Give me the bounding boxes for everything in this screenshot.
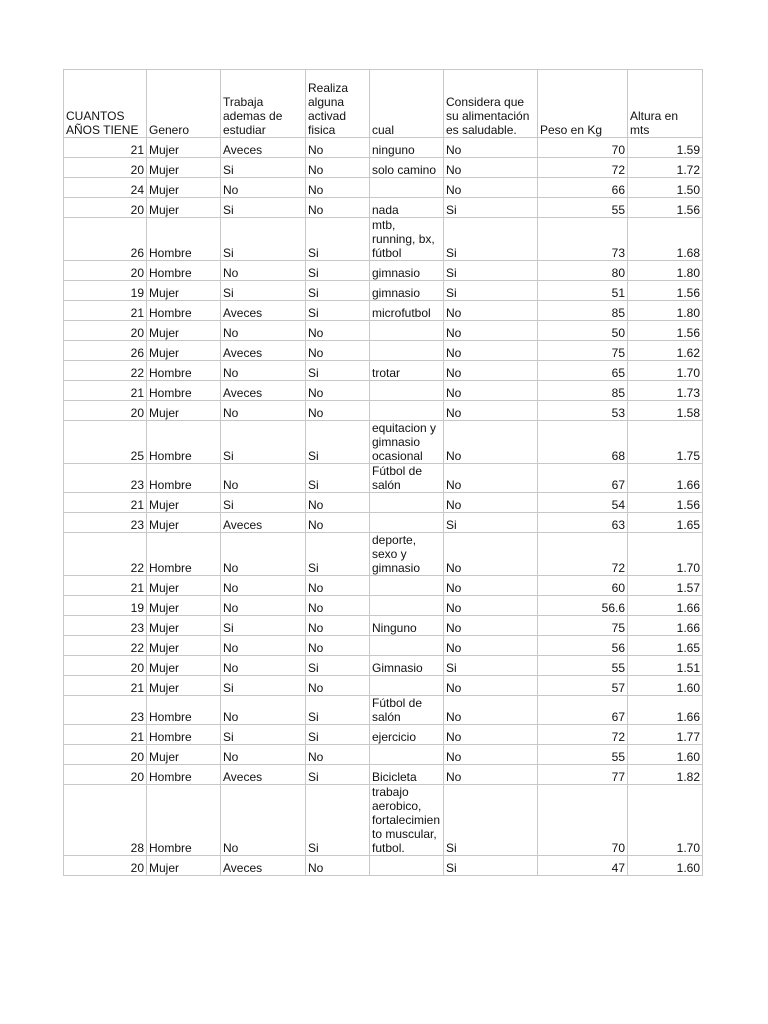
works-cell[interactable]: No [221,464,306,493]
age-cell[interactable]: 21 [64,381,147,401]
activity-cell[interactable]: No [306,576,370,596]
healthy-diet-cell[interactable]: No [444,696,538,725]
table-row [64,464,703,493]
weight-cell[interactable]: 85 [538,301,628,321]
activity-cell[interactable]: No [306,513,370,533]
which-activity-cell[interactable]: ejercicio [370,725,444,745]
table-row [64,361,703,381]
activity-cell[interactable]: No [306,493,370,513]
activity-cell[interactable]: Si [306,765,370,785]
healthy-diet-cell[interactable]: No [444,341,538,361]
weight-cell[interactable]: 68 [538,421,628,464]
which-activity-cell[interactable]: trotar [370,361,444,381]
activity-cell[interactable]: Si [306,218,370,261]
age-cell[interactable]: 20 [64,261,147,281]
works-cell[interactable]: No [221,745,306,765]
works-cell[interactable]: Si [221,421,306,464]
table-row [64,676,703,696]
age-cell[interactable]: 24 [64,178,147,198]
healthy-diet-cell[interactable]: Si [444,198,538,218]
works-cell[interactable]: Aveces [221,513,306,533]
table-row [64,596,703,616]
which-activity-cell[interactable] [370,513,444,533]
age-cell[interactable]: 20 [64,745,147,765]
which-activity-cell[interactable] [370,745,444,765]
weight-cell[interactable]: 72 [538,725,628,745]
works-cell[interactable]: Aveces [221,301,306,321]
healthy-diet-cell[interactable]: No [444,616,538,636]
activity-cell[interactable]: Si [306,361,370,381]
which-activity-cell[interactable] [370,401,444,421]
age-cell[interactable]: 21 [64,493,147,513]
table-row [64,281,703,301]
which-activity-cell[interactable] [370,676,444,696]
weight-cell[interactable]: 77 [538,765,628,785]
height-cell[interactable]: 1.66 [628,464,703,493]
gender-cell[interactable]: Hombre [147,785,221,856]
works-cell[interactable]: Si [221,158,306,178]
which-activity-cell[interactable] [370,856,444,876]
gender-cell[interactable]: Hombre [147,533,221,576]
age-cell[interactable]: 26 [64,341,147,361]
age-cell[interactable]: 25 [64,421,147,464]
age-cell[interactable]: 21 [64,725,147,745]
gender-cell[interactable]: Mujer [147,281,221,301]
weight-cell[interactable]: 72 [538,158,628,178]
table-row [64,138,703,158]
which-activity-cell[interactable]: gimnasio [370,281,444,301]
age-cell[interactable]: 21 [64,138,147,158]
age-cell[interactable]: 23 [64,513,147,533]
gender-cell[interactable]: Hombre [147,725,221,745]
which-activity-cell[interactable]: gimnasio [370,261,444,281]
works-cell[interactable]: No [221,785,306,856]
height-cell[interactable]: 1.50 [628,178,703,198]
which-activity-cell[interactable] [370,178,444,198]
header-cell-height[interactable]: Altura en mts [628,70,703,138]
healthy-diet-cell[interactable]: Si [444,656,538,676]
height-cell[interactable]: 1.77 [628,725,703,745]
gender-cell[interactable]: Hombre [147,765,221,785]
gender-cell[interactable]: Mujer [147,178,221,198]
table-row [64,321,703,341]
gender-cell[interactable]: Mujer [147,745,221,765]
gender-cell[interactable]: Mujer [147,856,221,876]
works-cell[interactable]: Aveces [221,381,306,401]
height-cell[interactable]: 1.51 [628,656,703,676]
age-cell[interactable]: 21 [64,576,147,596]
works-cell[interactable]: Aveces [221,765,306,785]
gender-cell[interactable]: Mujer [147,616,221,636]
age-cell[interactable]: 21 [64,301,147,321]
gender-cell[interactable]: Mujer [147,636,221,656]
weight-cell[interactable]: 56 [538,636,628,656]
healthy-diet-cell[interactable]: No [444,745,538,765]
age-cell[interactable]: 21 [64,676,147,696]
weight-cell[interactable]: 56.6 [538,596,628,616]
healthy-diet-cell[interactable]: No [444,493,538,513]
gender-cell[interactable]: Mujer [147,596,221,616]
which-activity-cell[interactable]: trabajo aerobico, fortalecimiento muscular, futbol. [370,785,444,856]
weight-cell[interactable]: 70 [538,138,628,158]
height-cell[interactable]: 1.70 [628,785,703,856]
works-cell[interactable]: No [221,576,306,596]
height-cell[interactable]: 1.56 [628,281,703,301]
works-cell[interactable]: Aveces [221,138,306,158]
header-cell-works[interactable]: Trabaja ademas de estudiar [221,70,306,138]
activity-cell[interactable]: Si [306,281,370,301]
gender-cell[interactable]: Mujer [147,158,221,178]
healthy-diet-cell[interactable]: Si [444,281,538,301]
activity-cell[interactable]: Si [306,261,370,281]
height-cell[interactable]: 1.58 [628,401,703,421]
age-cell[interactable]: 22 [64,361,147,381]
gender-cell[interactable]: Mujer [147,198,221,218]
header-cell-age[interactable]: CUANTOS AÑOS TIENE [64,70,147,138]
activity-cell[interactable]: No [306,198,370,218]
activity-cell[interactable]: No [306,158,370,178]
gender-cell[interactable]: Mujer [147,493,221,513]
which-activity-cell[interactable]: ninguno [370,138,444,158]
height-cell[interactable]: 1.70 [628,361,703,381]
table-row [64,261,703,281]
weight-cell[interactable]: 66 [538,178,628,198]
which-activity-cell[interactable] [370,576,444,596]
activity-cell[interactable]: No [306,138,370,158]
which-activity-cell[interactable] [370,341,444,361]
height-cell[interactable]: 1.80 [628,261,703,281]
activity-cell[interactable]: No [306,616,370,636]
height-cell[interactable]: 1.65 [628,636,703,656]
which-activity-cell[interactable]: Ninguno [370,616,444,636]
weight-cell[interactable]: 55 [538,745,628,765]
age-cell[interactable]: 23 [64,696,147,725]
survey-table-body [64,70,703,876]
weight-cell[interactable]: 50 [538,321,628,341]
table-row [64,301,703,321]
weight-cell[interactable]: 51 [538,281,628,301]
healthy-diet-cell[interactable]: No [444,178,538,198]
height-cell[interactable]: 1.60 [628,745,703,765]
table-row [64,576,703,596]
weight-cell[interactable]: 67 [538,464,628,493]
height-cell[interactable]: 1.56 [628,321,703,341]
activity-cell[interactable]: No [306,745,370,765]
weight-cell[interactable]: 65 [538,361,628,381]
height-cell[interactable]: 1.70 [628,533,703,576]
table-row [64,765,703,785]
activity-cell[interactable]: No [306,341,370,361]
gender-cell[interactable]: Hombre [147,218,221,261]
works-cell[interactable]: Si [221,493,306,513]
gender-cell[interactable]: Hombre [147,421,221,464]
height-cell[interactable]: 1.82 [628,765,703,785]
activity-cell[interactable]: Si [306,725,370,745]
height-cell[interactable]: 1.68 [628,218,703,261]
age-cell[interactable]: 20 [64,401,147,421]
gender-cell[interactable]: Mujer [147,676,221,696]
healthy-diet-cell[interactable]: Si [444,856,538,876]
activity-cell[interactable]: Si [306,533,370,576]
age-cell[interactable]: 22 [64,533,147,576]
table-row [64,785,703,856]
healthy-diet-cell[interactable]: No [444,401,538,421]
table-row [64,636,703,656]
works-cell[interactable]: No [221,361,306,381]
weight-cell[interactable]: 75 [538,341,628,361]
works-cell[interactable]: No [221,261,306,281]
age-cell[interactable]: 19 [64,281,147,301]
healthy-diet-cell[interactable]: Si [444,261,538,281]
gender-cell[interactable]: Hombre [147,301,221,321]
healthy-diet-cell[interactable]: No [444,725,538,745]
height-cell[interactable]: 1.73 [628,381,703,401]
activity-cell[interactable]: Si [306,656,370,676]
table-row [64,218,703,261]
age-cell[interactable]: 23 [64,616,147,636]
gender-cell[interactable]: Hombre [147,361,221,381]
works-cell[interactable]: No [221,636,306,656]
table-row [64,656,703,676]
which-activity-cell[interactable] [370,596,444,616]
works-cell[interactable]: Si [221,198,306,218]
works-cell[interactable]: Aveces [221,341,306,361]
age-cell[interactable]: 26 [64,218,147,261]
table-row [64,696,703,725]
height-cell[interactable]: 1.65 [628,513,703,533]
height-cell[interactable]: 1.60 [628,856,703,876]
works-cell[interactable]: No [221,321,306,341]
activity-cell[interactable]: No [306,856,370,876]
activity-cell[interactable]: Si [306,301,370,321]
healthy-diet-cell[interactable]: No [444,533,538,576]
table-row [64,421,703,464]
which-activity-cell[interactable]: solo camino [370,158,444,178]
table-row [64,856,703,876]
works-cell[interactable]: No [221,401,306,421]
age-cell[interactable]: 20 [64,198,147,218]
height-cell[interactable]: 1.75 [628,421,703,464]
height-cell[interactable]: 1.66 [628,696,703,725]
works-cell[interactable]: Si [221,676,306,696]
gender-cell[interactable]: Hombre [147,261,221,281]
height-cell[interactable]: 1.59 [628,138,703,158]
header-cell-which[interactable]: cual [370,70,444,138]
healthy-diet-cell[interactable]: No [444,301,538,321]
weight-cell[interactable]: 85 [538,381,628,401]
works-cell[interactable]: No [221,656,306,676]
activity-cell[interactable]: No [306,381,370,401]
which-activity-cell[interactable] [370,636,444,656]
height-cell[interactable]: 1.57 [628,576,703,596]
weight-cell[interactable]: 54 [538,493,628,513]
header-cell-activity[interactable]: Realiza alguna activad fisica [306,70,370,138]
height-cell[interactable]: 1.66 [628,616,703,636]
activity-cell[interactable]: No [306,321,370,341]
age-cell[interactable]: 19 [64,596,147,616]
weight-cell[interactable]: 57 [538,676,628,696]
which-activity-cell[interactable]: mtb, running, bx, fútbol [370,218,444,261]
activity-cell[interactable]: Si [306,785,370,856]
age-cell[interactable]: 20 [64,856,147,876]
healthy-diet-cell[interactable]: No [444,138,538,158]
which-activity-cell[interactable] [370,493,444,513]
healthy-diet-cell[interactable]: No [444,636,538,656]
works-cell[interactable]: No [221,596,306,616]
activity-cell[interactable]: Si [306,464,370,493]
weight-cell[interactable]: 75 [538,616,628,636]
activity-cell[interactable]: No [306,636,370,656]
activity-cell[interactable]: Si [306,696,370,725]
header-cell-healthy-diet[interactable]: Considera que su alimentación es saludable. [444,70,538,138]
table-row [64,381,703,401]
gender-cell[interactable]: Mujer [147,321,221,341]
header-row [64,70,703,138]
activity-cell[interactable]: No [306,178,370,198]
header-cell-weight[interactable]: Peso en Kg [538,70,628,138]
weight-cell[interactable]: 72 [538,533,628,576]
height-cell[interactable]: 1.66 [628,596,703,616]
height-cell[interactable]: 1.56 [628,493,703,513]
table-row [64,198,703,218]
height-cell[interactable]: 1.60 [628,676,703,696]
gender-cell[interactable]: Mujer [147,341,221,361]
table-row [64,513,703,533]
activity-cell[interactable]: No [306,676,370,696]
which-activity-cell[interactable] [370,381,444,401]
table-row [64,341,703,361]
gender-cell[interactable]: Mujer [147,513,221,533]
which-activity-cell[interactable]: Fútbol de salón [370,464,444,493]
healthy-diet-cell[interactable]: No [444,421,538,464]
healthy-diet-cell[interactable]: No [444,381,538,401]
header-cell-gender[interactable]: Genero [147,70,221,138]
age-cell[interactable]: 28 [64,785,147,856]
weight-cell[interactable]: 55 [538,198,628,218]
height-cell[interactable]: 1.56 [628,198,703,218]
works-cell[interactable]: Si [221,725,306,745]
which-activity-cell[interactable] [370,321,444,341]
age-cell[interactable]: 22 [64,636,147,656]
which-activity-cell[interactable]: Bicicleta [370,765,444,785]
height-cell[interactable]: 1.72 [628,158,703,178]
works-cell[interactable]: No [221,696,306,725]
height-cell[interactable]: 1.62 [628,341,703,361]
table-row [64,533,703,576]
weight-cell[interactable]: 47 [538,856,628,876]
healthy-diet-cell[interactable]: No [444,361,538,381]
gender-cell[interactable]: Hombre [147,381,221,401]
which-activity-cell[interactable]: Gimnasio [370,656,444,676]
weight-cell[interactable]: 55 [538,656,628,676]
gender-cell[interactable]: Mujer [147,576,221,596]
gender-cell[interactable]: Mujer [147,138,221,158]
table-row [64,616,703,636]
weight-cell[interactable]: 67 [538,696,628,725]
activity-cell[interactable]: No [306,596,370,616]
age-cell[interactable]: 20 [64,656,147,676]
weight-cell[interactable]: 53 [538,401,628,421]
survey-table [63,69,703,876]
weight-cell[interactable]: 70 [538,785,628,856]
works-cell[interactable]: Si [221,281,306,301]
activity-cell[interactable]: Si [306,421,370,464]
table-row [64,725,703,745]
healthy-diet-cell[interactable]: No [444,596,538,616]
healthy-diet-cell[interactable]: No [444,576,538,596]
healthy-diet-cell[interactable]: No [444,158,538,178]
age-cell[interactable]: 20 [64,321,147,341]
healthy-diet-cell[interactable]: Si [444,513,538,533]
healthy-diet-cell[interactable]: No [444,765,538,785]
age-cell[interactable]: 23 [64,464,147,493]
height-cell[interactable]: 1.80 [628,301,703,321]
works-cell[interactable]: No [221,533,306,576]
healthy-diet-cell[interactable]: No [444,464,538,493]
works-cell[interactable]: Si [221,218,306,261]
which-activity-cell[interactable]: Fútbol de salón [370,696,444,725]
weight-cell[interactable]: 73 [538,218,628,261]
table-row [64,493,703,513]
table-row [64,178,703,198]
weight-cell[interactable]: 63 [538,513,628,533]
weight-cell[interactable]: 80 [538,261,628,281]
healthy-diet-cell[interactable]: Si [444,785,538,856]
activity-cell[interactable]: No [306,401,370,421]
gender-cell[interactable]: Hombre [147,696,221,725]
works-cell[interactable]: No [221,178,306,198]
age-cell[interactable]: 20 [64,158,147,178]
gender-cell[interactable]: Mujer [147,656,221,676]
which-activity-cell[interactable]: equitacion y gimnasio ocasional [370,421,444,464]
gender-cell[interactable]: Hombre [147,464,221,493]
works-cell[interactable]: Aveces [221,856,306,876]
healthy-diet-cell[interactable]: Si [444,218,538,261]
weight-cell[interactable]: 60 [538,576,628,596]
healthy-diet-cell[interactable]: No [444,676,538,696]
works-cell[interactable]: Si [221,616,306,636]
gender-cell[interactable]: Mujer [147,401,221,421]
age-cell[interactable]: 20 [64,765,147,785]
which-activity-cell[interactable]: deporte, sexo y gimnasio [370,533,444,576]
which-activity-cell[interactable]: nada [370,198,444,218]
which-activity-cell[interactable]: microfutbol [370,301,444,321]
healthy-diet-cell[interactable]: No [444,321,538,341]
table-row [64,745,703,765]
table-row [64,401,703,421]
table-row [64,158,703,178]
